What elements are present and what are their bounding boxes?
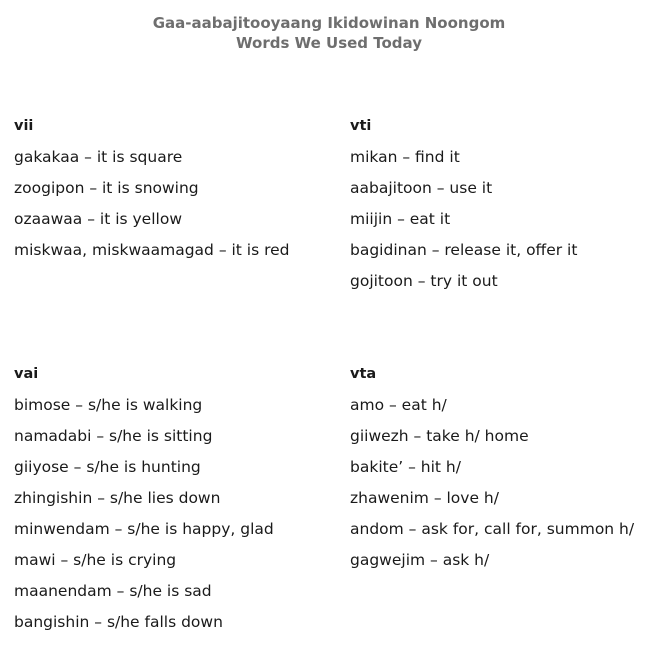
vocab-entry: minwendam – s/he is happy, glad [14,520,274,538]
section-vti [350,111,648,297]
vocab-entry: miijin – eat it [350,210,451,228]
vocab-entry: bimose – s/he is walking [14,396,203,414]
vocab-entry: namadabi – s/he is sitting [14,427,213,445]
title-ojibwe: Gaa-aabajitooyaang Ikidowinan Noongom [152,14,506,32]
section-vta [350,359,648,576]
vocab-entry: amo – eat h/ [350,396,447,414]
section-heading-vta: vta [350,366,377,382]
title-english: Words We Used Today [236,34,422,52]
vocab-entry: ozaawaa – it is yellow [14,210,182,228]
vocab-entry: zhawenim – love h/ [350,489,499,507]
vocab-entry: aabajitoon – use it [350,179,493,197]
section-vii [14,111,324,266]
section-heading-vai: vai [14,366,39,382]
vocab-entry: mawi – s/he is crying [14,551,177,569]
vocab-entry: zhingishin – s/he lies down [14,489,221,507]
vocab-entry: bangishin – s/he falls down [14,613,223,631]
vocab-entry: giiwezh – take h/ home [350,427,529,445]
section-heading-vti: vti [350,118,372,134]
vocab-entry: mikan – find it [350,148,460,166]
page-title [0,13,648,53]
vocab-entry: gakakaa – it is square [14,148,183,166]
section-vai [14,359,324,638]
vocab-entry: andom – ask for, call for, summon h/ [350,520,635,538]
vocab-entry: miskwaa, miskwaamagad – it is red [14,241,290,259]
vocab-entry: giiyose – s/he is hunting [14,458,201,476]
vocab-entry: maanendam – s/he is sad [14,582,212,600]
vocab-entry: zoogipon – it is snowing [14,179,199,197]
vocab-entry: bagidinan – release it, offer it [350,241,578,259]
vocab-entry: bakite’ – hit h/ [350,458,461,476]
vocab-entry: gojitoon – try it out [350,272,498,290]
section-heading-vii: vii [14,118,34,134]
vocab-entry: gagwejim – ask h/ [350,551,490,569]
